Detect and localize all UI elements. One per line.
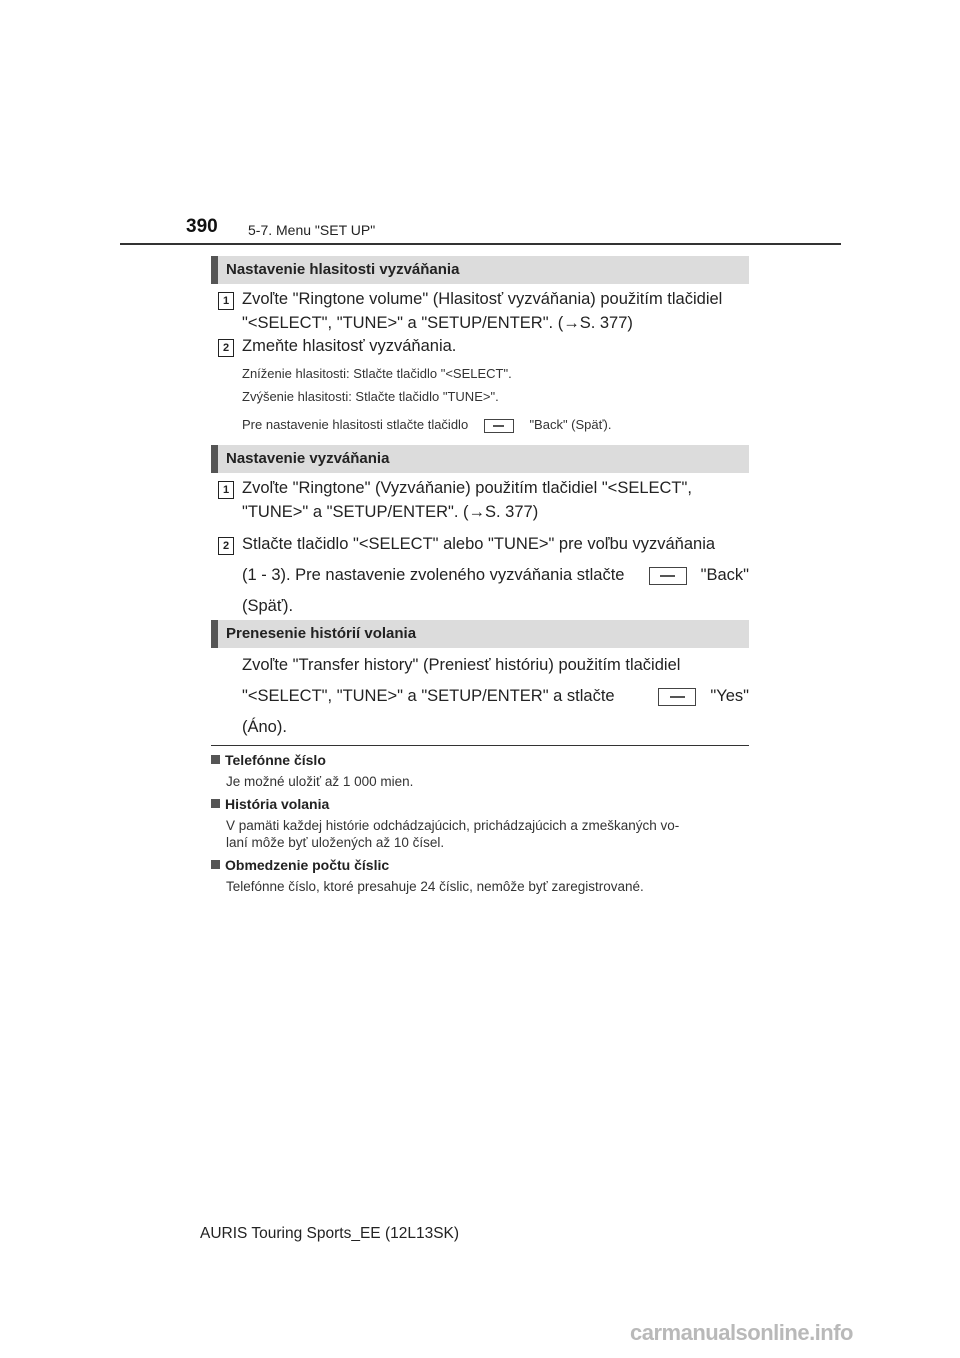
step-line: Zvoľte "Transfer history" (Preniesť históriu) použitím tlačidiel xyxy=(242,656,681,674)
step-text: Zmeňte hlasitosť vyzváňania. xyxy=(242,337,457,355)
step-badge-1: 1 xyxy=(218,292,234,310)
step-subtext: Zníženie hlasitosti: Stlačte tlačidlo "<SELECT". xyxy=(242,366,512,381)
note-title-text: Obmedzenie počtu číslic xyxy=(225,857,390,873)
page-number: 390 xyxy=(186,216,218,237)
step-line xyxy=(242,566,749,585)
step-subtext xyxy=(242,417,749,433)
step-line-part: (1 - 3). Pre nastavenie zvoleného vyzváňania stlačte xyxy=(242,566,625,584)
section-heading-ringtone: Nastavenie vyzváňania xyxy=(211,445,749,473)
footer-model: AURIS Touring Sports_EE (12L13SK) xyxy=(200,1225,460,1242)
step-line: Zvoľte "Ringtone" (Vyzváňanie) použitím tlačidiel "<SELECT", xyxy=(242,479,692,497)
step-line-part: "Back" xyxy=(700,566,749,584)
section-heading-ringtone-volume: Nastavenie hlasitosti vyzváňania xyxy=(211,256,749,284)
yes-button-icon xyxy=(658,688,696,706)
step-text xyxy=(242,656,749,737)
step-text xyxy=(242,535,749,616)
subtext-part: "Back" (Späť). xyxy=(529,417,612,432)
note-line: V pamäti každej histórie odchádzajúcich, prichádzajúcich a zmeškaných vo- xyxy=(226,818,680,833)
note-title xyxy=(211,796,329,812)
subtext-part: Pre nastavenie hlasitosti stlačte tlačidlo xyxy=(242,417,469,432)
note-title-text: Telefónne číslo xyxy=(225,752,326,768)
watermark: carmanualsonline.info xyxy=(630,1320,853,1345)
back-button-icon xyxy=(649,567,687,585)
step-line: "TUNE>" a "SETUP/ENTER". (→S. 377) xyxy=(242,503,539,521)
note-title-text: História volania xyxy=(225,796,330,812)
bullet-square-icon xyxy=(211,755,220,764)
step-text xyxy=(242,479,749,522)
step-line-part: "<SELECT", "TUNE>" a "SETUP/ENTER" a stlačte xyxy=(242,687,615,705)
step-line: (Späť). xyxy=(242,597,294,615)
note-body xyxy=(226,817,749,851)
step-line-part: "Yes" xyxy=(710,687,749,705)
note-line: laní môže byť uložených až 10 čísel. xyxy=(226,835,445,850)
step-badge-2: 2 xyxy=(218,537,234,555)
step-badge-1: 1 xyxy=(218,481,234,499)
notes-divider xyxy=(211,745,749,746)
bullet-square-icon xyxy=(211,860,220,869)
step-subtext: Zvýšenie hlasitosti: Stlačte tlačidlo "TUNE>". xyxy=(242,389,499,404)
step-line: Zvoľte "Ringtone volume" (Hlasitosť vyzváňania) použitím tlačidiel xyxy=(242,290,723,308)
bullet-square-icon xyxy=(211,799,220,808)
note-body: Telefónne číslo, ktoré presahuje 24 číslic, nemôže byť zaregistrované. xyxy=(226,879,644,894)
header-divider xyxy=(120,243,841,245)
step-badge-2: 2 xyxy=(218,339,234,357)
chapter-title: 5-7. Menu "SET UP" xyxy=(248,222,376,238)
step-text xyxy=(242,290,749,333)
section-heading-transfer-history: Prenesenie histórií volania xyxy=(211,620,749,648)
step-line: "<SELECT", "TUNE>" a "SETUP/ENTER". (→S. 377) xyxy=(242,314,633,332)
note-body: Je možné uložiť až 1 000 mien. xyxy=(226,774,414,789)
note-title xyxy=(211,752,326,768)
step-line: Stlačte tlačidlo "<SELECT" alebo "TUNE>" pre voľbu vyzváňania xyxy=(242,535,716,553)
step-line: (Áno). xyxy=(242,718,287,736)
back-button-icon xyxy=(484,419,514,433)
note-title xyxy=(211,857,389,873)
step-line xyxy=(242,687,749,706)
